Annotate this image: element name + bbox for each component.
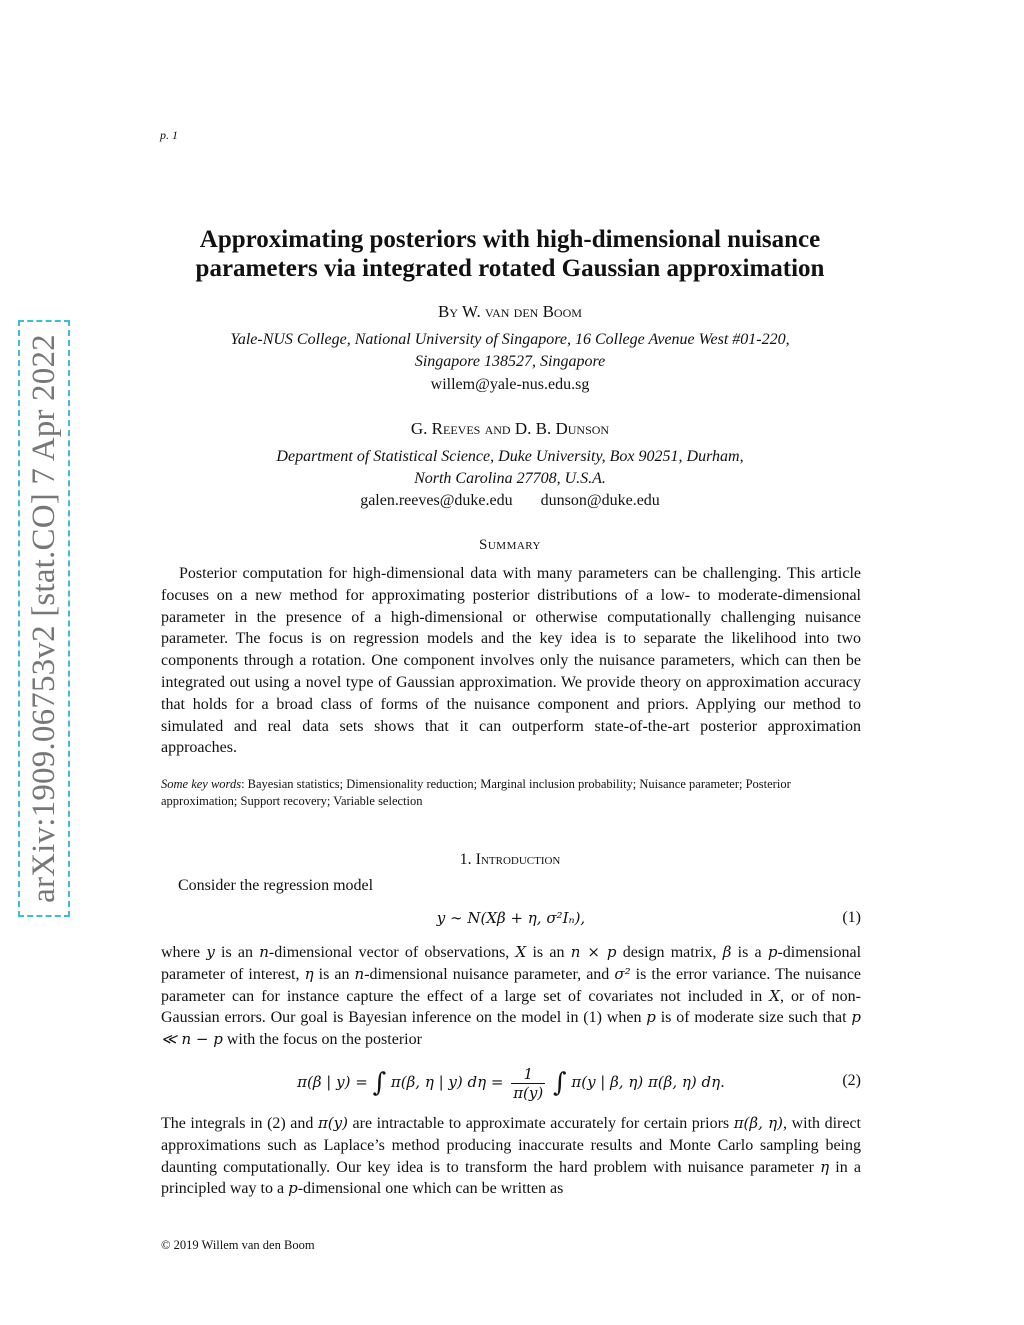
paper-title [130, 225, 890, 283]
page-label: p. 1 [160, 128, 178, 142]
summary-heading: Summary [479, 537, 541, 553]
title-line-2: parameters via integrated rotated Gaussian approximation [195, 255, 825, 282]
keywords [161, 776, 861, 810]
equation-2-number: (2) [842, 1072, 861, 1089]
intro-paragraph-1: where y is an n-dimensional vector of observations, X is an n × p design matrix, β is a p-dimensional parameter of interest, η is an n-dimensional nuisance parameter, and σ² is the error variance. The nuisance parameter can for instance capture the effect of a large set of covariates not included in X, or of non-Gaussian errors. Our goal is Bayesian inference on the model in (1) when p is of moderate size such that p ≪ n − p with the focus on the posterior [161, 943, 862, 1049]
fraction: $\frac{1}{\pi(y)}$ [513, 1064, 544, 1102]
equation-1 [161, 909, 861, 933]
email-dunson: dunson@duke.edu [540, 492, 660, 509]
keywords-text: : Bayesian statistics; Dimensionality reduction; Marginal inclusion probability; Nuisance parameter; Posterior approximation; Support recovery; Variable selection [161, 777, 791, 808]
title-line-1: Approximating posteriors with high-dimensional nuisance [199, 226, 821, 253]
author-1: By W. van den Boom [438, 302, 582, 321]
equation-2-body: π(β | y) = ∫ π(β, η | y) dη = $\frac{1}{\pi(y)}$ ∫ π(y | β, η) π(β, η) dη. [297, 1064, 725, 1102]
email-1: willem@yale-nus.edu.sg [430, 376, 590, 393]
arxiv-stamp: arXiv:1909.06753v2 [stat.CO] 7 Apr 2022 [26, 334, 62, 903]
emails-2 [150, 492, 870, 510]
summary-text: Posterior computation for high-dimensional data with many parameters can be challenging. This article focuses on a new method for approximating posterior distributions of a low- to moderate-dimensional parameter in the presence of a high-dimensional or otherwise computationally challenging nuisance parameter. The focus is on regression models and the key idea is to separate the likelihood into two components through a rotation. One component involves only the nuisance parameters, which can then be integrated out using a novel type of Gaussian approximation. We provide theory on approximation accuracy that holds for a broad class of forms of the nuisance component and priors. Applying our method to simulated and real data sets shows that it can outperform state-of-the-art posterior approximation approaches. [161, 565, 861, 757]
equation-2 [161, 1062, 861, 1104]
affiliation-2 [150, 446, 870, 490]
equation-1-number: (1) [842, 909, 861, 926]
equation-1-body: y ∼ N(Xβ + η, σ²Iₙ), [436, 909, 586, 927]
affiliation-2-line-1: Department of Statistical Science, Duke University, Box 90251, Durham, [276, 448, 744, 465]
section-heading: 1. Introduction [459, 851, 561, 868]
keywords-label: Some key words [161, 777, 242, 791]
intro-paragraph-2: The integrals in (2) and π(y) are intractable to approximate accurately for certain priors π(β, η), with direct approximations such as Laplace’s method producing inaccurate results and Monte Carlo sampling being daunting computationally. Our key idea is to transform the hard problem with nuisance parameter η in a principled way to a p-dimensional one which can be written as [161, 1114, 862, 1198]
affiliation-1-line-2: Singapore 138527, Singapore [414, 353, 606, 370]
affiliation-1 [150, 329, 870, 373]
authors-2: G. Reeves and D. B. Dunson [410, 419, 610, 438]
summary-body [161, 563, 861, 759]
affiliation-2-line-2: North Carolina 27708, U.S.A. [414, 470, 606, 487]
copyright: © 2019 Willem van den Boom [161, 1238, 315, 1252]
intro-lead: Consider the regression model [178, 877, 374, 894]
email-reeves: galen.reeves@duke.edu [360, 492, 513, 509]
affiliation-1-line-1: Yale-NUS College, National University of Singapore, 16 College Avenue West #01-220, [230, 331, 790, 348]
